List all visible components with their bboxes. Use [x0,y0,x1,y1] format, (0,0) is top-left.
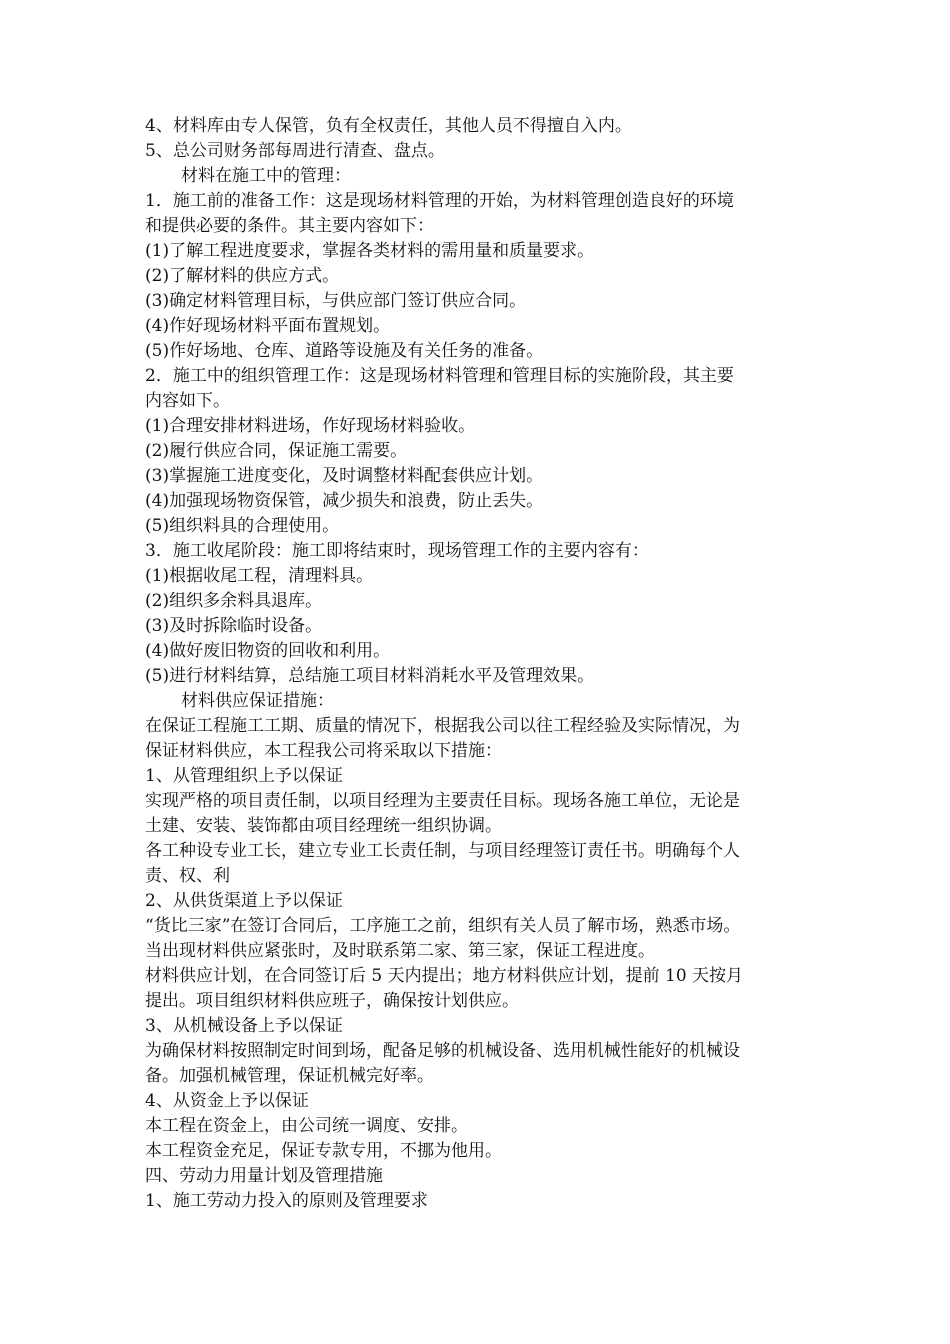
text-line: (3)及时拆除临时设备。 [145,616,323,636]
section-heading-line: 材料供应保证措施： [181,691,334,711]
text-line: 1．施工前的准备工作：这是现场材料管理的开始，为材料管理创造良好的环境 [145,191,734,211]
text-line: 当出现材料供应紧张时，及时联系第二家、第三家，保证工程进度。 [145,941,655,961]
text-line: (5)进行材料结算，总结施工项目材料消耗水平及管理效果。 [145,666,595,686]
text-line: (2)了解材料的供应方式。 [145,266,340,286]
text-line: 为确保材料按照制定时间到场，配备足够的机械设备、选用机械性能好的机械设 [145,1041,740,1061]
text-line: 1、从管理组织上予以保证 [145,766,343,786]
text-line: 3、从机械设备上予以保证 [145,1016,343,1036]
text-line: 备。加强机械管理，保证机械完好率。 [145,1066,434,1086]
text-line: (5)组织料具的合理使用。 [145,516,340,536]
text-line: 2．施工中的组织管理工作：这是现场材料管理和管理目标的实施阶段，其主要 [145,366,734,386]
text-line: 1、施工劳动力投入的原则及管理要求 [145,1191,428,1211]
text-line: 四、劳动力用量计划及管理措施 [145,1166,383,1186]
text-line: 4、从资金上予以保证 [145,1091,309,1111]
text-line: (4)做好废旧物资的回收和利用。 [145,641,391,661]
text-line: (3)掌握施工进度变化，及时调整材料配套供应计划。 [145,466,544,486]
text-line: (3)确定材料管理目标，与供应部门签订供应合同。 [145,291,527,311]
text-line: 2、从供货渠道上予以保证 [145,891,343,911]
text-line: (2)履行供应合同，保证施工需要。 [145,441,408,461]
text-line: 5、总公司财务部每周进行清查、盘点。 [145,141,445,161]
text-line: 4、材料库由专人保管，负有全权责任，其他人员不得擅自入内。 [145,116,632,136]
text-line: 在保证工程施工工期、质量的情况下，根据我公司以往工程经验及实际情况，为 [145,716,740,736]
text-line: 各工种设专业工长，建立专业工长责任制，与项目经理签订责任书。明确每个人 [145,841,740,861]
text-line: 本工程资金充足，保证专款专用，不挪为他用。 [145,1141,502,1161]
text-line: (4)加强现场物资保管，减少损失和浪费，防止丢失。 [145,491,544,511]
text-line: 保证材料供应，本工程我公司将采取以下措施： [145,741,502,761]
text-line: “货比三家”在签订合同后，工序施工之前，组织有关人员了解市场，熟悉市场。 [145,916,741,936]
text-line: (1)根据收尾工程，清理料具。 [145,566,374,586]
text-line: (5)作好场地、仓库、道路等设施及有关任务的准备。 [145,341,544,361]
text-line: 和提供必要的条件。其主要内容如下： [145,216,434,236]
document-page [145,114,810,1214]
text-line: 内容如下。 [145,391,230,411]
section-heading-line: 材料在施工中的管理： [181,166,351,186]
text-line: 土建、安装、装饰都由项目经理统一组织协调。 [145,816,502,836]
text-line: 本工程在资金上，由公司统一调度、安排。 [145,1116,468,1136]
text-line: 责、权、利 [145,866,230,886]
text-line: (4)作好现场材料平面布置规划。 [145,316,391,336]
text-line: (2)组织多余料具退库。 [145,591,323,611]
text-line: (1)合理安排材料进场，作好现场材料验收。 [145,416,476,436]
text-line: 实现严格的项目责任制，以项目经理为主要责任目标。现场各施工单位，无论是 [145,791,740,811]
text-line: 材料供应计划，在合同签订后 5 天内提出；地方材料供应计划，提前 10 天按月 [145,966,744,986]
text-line: (1)了解工程进度要求，掌握各类材料的需用量和质量要求。 [145,241,595,261]
text-line: 提出。项目组织材料供应班子，确保按计划供应。 [145,991,519,1011]
text-line: 3．施工收尾阶段：施工即将结束时，现场管理工作的主要内容有： [145,541,649,561]
